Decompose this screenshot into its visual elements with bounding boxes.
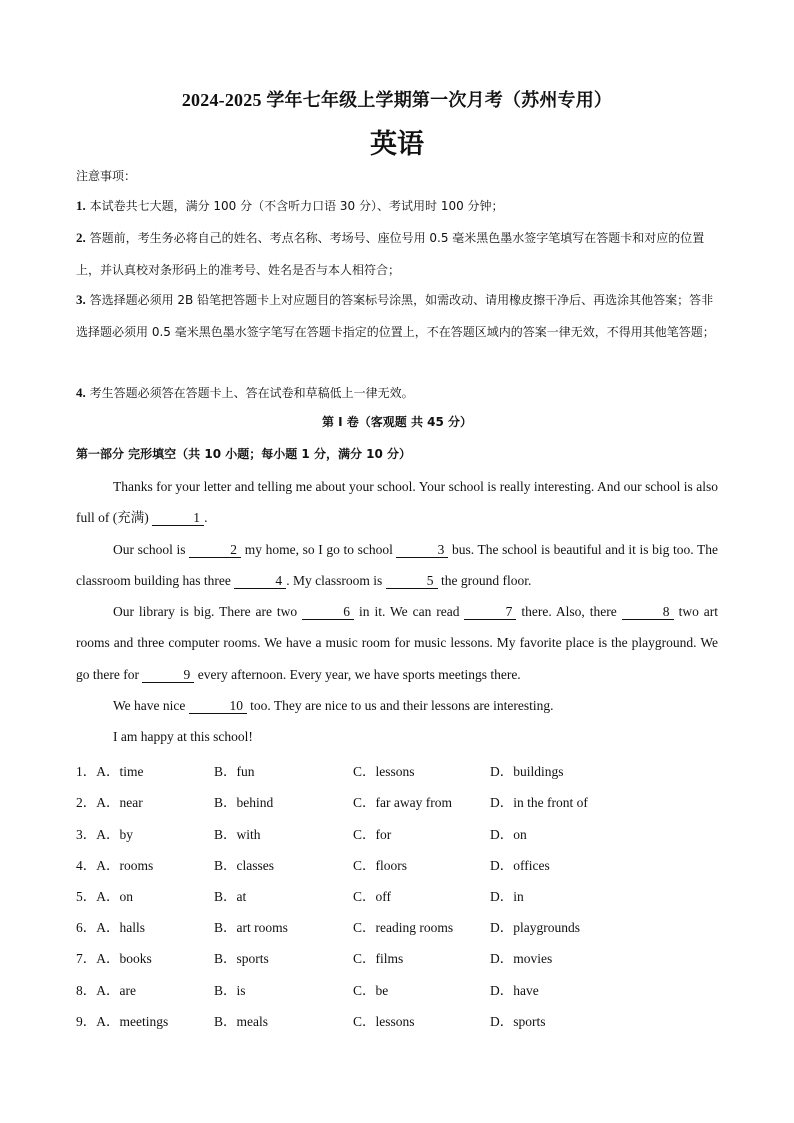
exam-title: 2024-2025 学年七年级上学期第一次月考（苏州专用） <box>181 90 613 110</box>
passage-text: Our library is big. There are two <box>113 604 303 619</box>
option-a: 7．A．books <box>76 951 152 966</box>
option-a: 6．A．halls <box>76 920 145 935</box>
question-row-3 <box>76 823 716 843</box>
passage-text: We have nice <box>113 698 189 713</box>
option-b: B．at <box>214 889 247 904</box>
question-row-7 <box>76 947 716 967</box>
note-item-3 <box>76 284 718 348</box>
option-a: 4．A．rooms <box>76 858 154 873</box>
option-a: 8．A．are <box>76 983 136 998</box>
option-a: 1．A．time <box>76 764 144 779</box>
option-d: D．playgrounds <box>490 920 580 935</box>
passage-text: . <box>204 510 208 526</box>
option-a: 3．A．by <box>76 827 133 842</box>
option-b: B．is <box>214 983 246 998</box>
option-c: C．lessons <box>353 1014 415 1029</box>
option-b: B．fun <box>214 764 255 779</box>
passage-text: two art rooms and three computer rooms. We have a music room for music lessons. My favorite place is the playground. We go there for <box>76 604 718 682</box>
blank-5: 5 <box>386 573 438 589</box>
option-d: D．in the front of <box>490 795 588 810</box>
blank-4: 4 <box>234 573 286 589</box>
option-c: C．be <box>353 983 389 998</box>
note-text: 答选择题必须用 2B 铅笔把答题卡上对应题目的答案标号涂黑，如需改动、请用橡皮擦干净后、再选涂其他答案；答非选择题必须用 0.5 毫米黑色墨水签字笔写在答题卡指定的位置上，不在答题区域内的答案一律无效，不得用其他笔答题； <box>76 293 715 339</box>
note-item-2 <box>76 222 718 286</box>
option-c: C．far away from <box>353 795 452 810</box>
passage-text: there. Also, there <box>516 604 622 619</box>
passage-text: too. They are nice to us and their lessons are interesting. <box>246 698 554 713</box>
passage-text: . My classroom is <box>286 573 386 589</box>
option-d: D．buildings <box>490 764 564 779</box>
section-title: 第 I 卷（客观题 共 45 分） <box>321 415 473 429</box>
note-text: 答题前，考生务必将自己的姓名、考点名称、考场号、座位号用 0.5 毫米黑色墨水签字笔填写在答题卡和对应的位置上，并认真校对条形码上的准考号、姓名是否与本人相符合； <box>76 231 705 277</box>
blank-9: 9 <box>142 667 194 683</box>
question-row-1 <box>76 760 716 780</box>
option-c: C．off <box>353 889 392 904</box>
passage-paragraph-1 <box>76 471 718 534</box>
passage-text: in it. We can read <box>354 604 465 619</box>
note-number: 4. <box>76 385 86 400</box>
option-c: C．lessons <box>353 764 415 779</box>
note-item-1 <box>76 190 718 223</box>
note-number: 1. <box>76 198 86 213</box>
question-row-8 <box>76 979 716 999</box>
passage-text: Thanks for your letter and telling me about your school. Your school is really interesting. And our school is also full of (充满) <box>76 479 718 526</box>
passage-paragraph-5: I am happy at this school! <box>113 729 253 744</box>
blank-6: 6 <box>302 604 354 620</box>
option-a: 9．A．meetings <box>76 1014 169 1029</box>
option-b: B．behind <box>214 795 274 810</box>
question-row-6 <box>76 916 716 936</box>
blank-8: 8 <box>622 604 674 620</box>
question-row-9 <box>76 1010 716 1030</box>
question-row-2 <box>76 791 716 811</box>
option-d: D．movies <box>490 951 553 966</box>
note-item-4 <box>76 377 718 410</box>
passage-text: the ground floor. <box>437 573 532 589</box>
option-b: B．art rooms <box>214 920 288 935</box>
option-c: C．reading rooms <box>353 920 454 935</box>
option-b: B．classes <box>214 858 274 873</box>
note-number: 3. <box>76 292 86 307</box>
option-b: B．meals <box>214 1014 268 1029</box>
option-b: B．with <box>214 827 261 842</box>
part-title: 第一部分 完形填空（共 10 小题；每小题 1 分，满分 10 分） <box>76 447 411 461</box>
blank-7: 7 <box>464 604 516 620</box>
option-d: D．have <box>490 983 539 998</box>
note-text: 考生答题必须答在答题卡上、答在试卷和草稿低上一律无效。 <box>89 386 414 400</box>
passage-text: Our school is <box>113 542 190 557</box>
subject-title: 英语 <box>370 129 424 160</box>
option-a: 2．A．near <box>76 795 143 810</box>
passage-text: bus. The school is beautiful and it is big too. The classroom building has three <box>76 542 718 589</box>
question-row-4 <box>76 854 716 874</box>
question-row-5 <box>76 885 716 905</box>
notes-heading: 注意事项： <box>76 169 137 183</box>
option-d: D．in <box>490 889 524 904</box>
blank-10: 10 <box>189 698 247 714</box>
passage-paragraph-3 <box>76 596 718 690</box>
blank-3: 3 <box>396 542 448 558</box>
blank-2: 2 <box>189 542 241 558</box>
passage-paragraph-2 <box>76 534 718 597</box>
passage-paragraph-4 <box>76 690 718 721</box>
option-d: D．offices <box>490 858 550 873</box>
passage-text: every afternoon. Every year, we have sports meetings there. <box>194 666 521 682</box>
option-b: B．sports <box>214 951 269 966</box>
option-c: C．floors <box>353 858 407 873</box>
blank-1: 1 <box>152 510 204 526</box>
note-text: 本试卷共七大题，满分 100 分（不含听力口语 30 分）、考试用时 100 分钟； <box>89 199 504 213</box>
option-c: C．films <box>353 951 404 966</box>
option-d: D．sports <box>490 1014 546 1029</box>
note-number: 2. <box>76 230 86 245</box>
option-c: C．for <box>353 827 392 842</box>
option-d: D．on <box>490 827 527 842</box>
option-a: 5．A．on <box>76 889 133 904</box>
passage-text: my home, so I go to school <box>241 542 397 557</box>
